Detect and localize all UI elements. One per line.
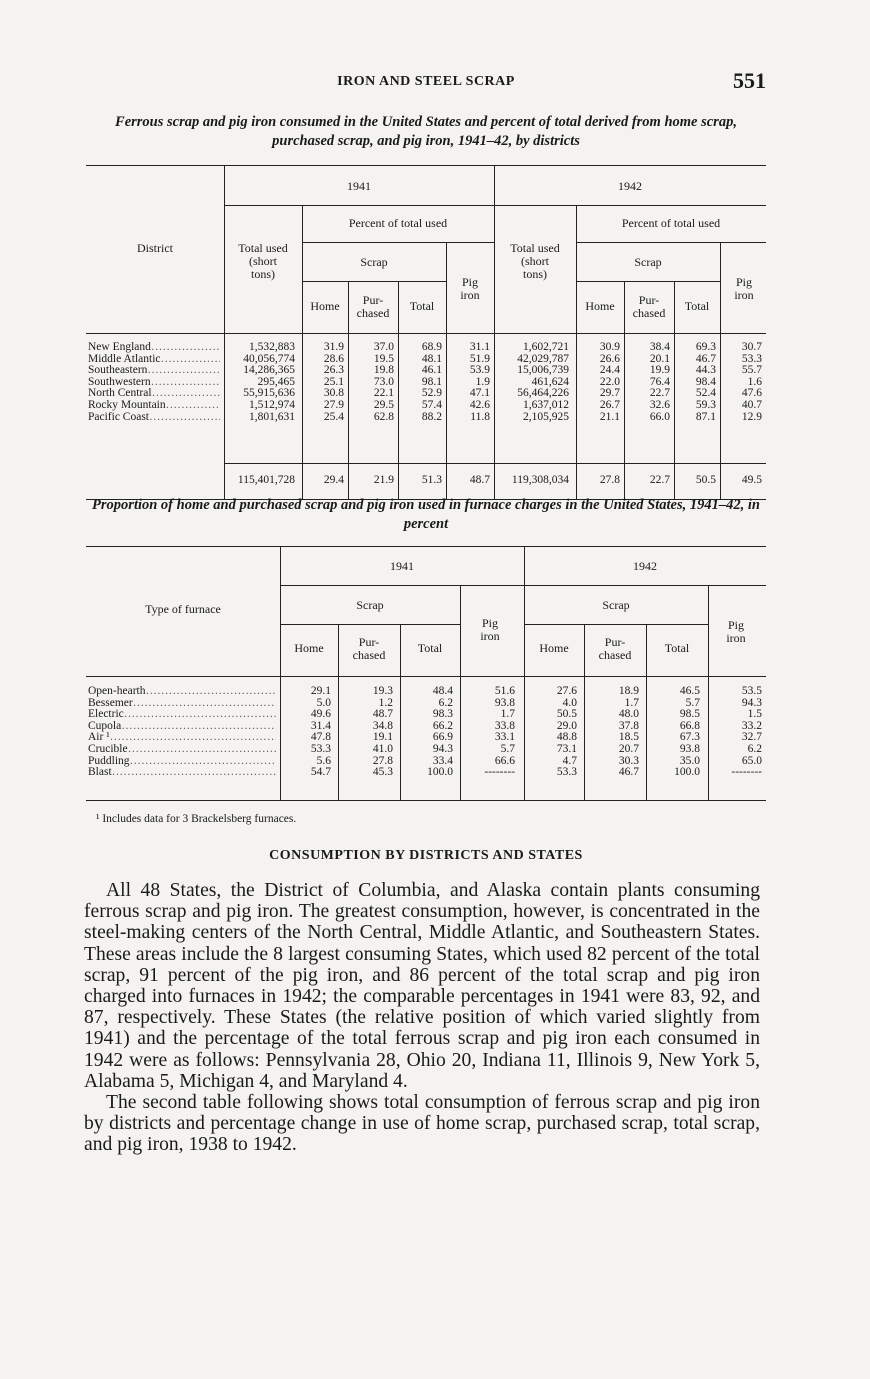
table-cell: 21.1 bbox=[599, 410, 620, 423]
table-cell: 24.4 bbox=[599, 364, 620, 377]
table-cell: 33.1 bbox=[494, 731, 515, 744]
table-cell: 40,056,774 bbox=[243, 352, 295, 365]
district-row-label bbox=[88, 400, 220, 412]
table-cell: 66.2 bbox=[432, 719, 453, 732]
purchased-header: Pur- chased bbox=[598, 635, 632, 662]
table-cell: 29.0 bbox=[556, 719, 577, 732]
table-cell: 19.1 bbox=[372, 731, 393, 744]
table-cell: 33.8 bbox=[494, 719, 515, 732]
pig-iron-header: Pig iron bbox=[726, 618, 746, 645]
table-cell: 98.3 bbox=[432, 708, 453, 721]
table-cell: 27.9 bbox=[323, 399, 344, 411]
purchased-header: Pur- chased bbox=[356, 293, 390, 320]
table-cell: 1.7 bbox=[500, 708, 515, 721]
table-cell: 59.3 bbox=[695, 399, 716, 411]
district-name: New England …………………………………………………………………………………………………… bbox=[88, 342, 220, 354]
district-row-label bbox=[88, 354, 220, 366]
table-cell: 98.4 bbox=[695, 375, 716, 388]
table-cell: 22.0 bbox=[599, 375, 620, 388]
table-cell: 22.7 bbox=[649, 387, 670, 400]
table-cell: 29.1 bbox=[310, 685, 331, 697]
table-cell: 94.3 bbox=[741, 696, 762, 709]
table-cell: 25.1 bbox=[323, 375, 344, 388]
table-cell: 46.7 bbox=[618, 766, 639, 779]
table-cell: 48.4 bbox=[432, 685, 453, 697]
table-cell: 98.5 bbox=[679, 708, 700, 721]
table-cell: 56,464,226 bbox=[517, 387, 569, 400]
district-row-label bbox=[88, 365, 220, 377]
total-cell: 51.3 bbox=[421, 474, 442, 486]
total-header: Total bbox=[684, 299, 710, 313]
table1-scrap-rule-1942 bbox=[576, 281, 720, 282]
year-1942-header: 1942 bbox=[633, 559, 657, 573]
table-cell: 55.7 bbox=[741, 364, 762, 377]
table-cell: 49.6 bbox=[310, 708, 331, 721]
table-cell: 93.8 bbox=[679, 743, 700, 755]
table-cell: 62.8 bbox=[373, 410, 394, 423]
table-cell: 44.3 bbox=[695, 364, 716, 377]
table-cell: 295,465 bbox=[257, 375, 295, 388]
table-cell: 45.3 bbox=[372, 766, 393, 779]
table-cell: 6.2 bbox=[438, 696, 453, 709]
furnace-name: Puddling …………………………………………………………………………………………………… bbox=[88, 756, 276, 768]
percent-of-total-header: Percent of total used bbox=[348, 216, 448, 230]
district-row-label bbox=[88, 412, 220, 424]
table-cell: 66.0 bbox=[649, 410, 670, 423]
home-header: Home bbox=[539, 641, 569, 655]
furnace-name: Bessemer …………………………………………………………………………………………………… bbox=[88, 698, 276, 710]
table-cell: 53.3 bbox=[310, 743, 331, 755]
furnace-row-label bbox=[88, 721, 276, 733]
table1-pct-rule-1942 bbox=[576, 242, 766, 243]
table-cell: 48.0 bbox=[618, 708, 639, 721]
table-cell: 67.3 bbox=[679, 731, 700, 744]
table-cell: 42,029,787 bbox=[517, 352, 569, 365]
district-name: Southeastern …………………………………………………………………………………………………… bbox=[88, 365, 220, 377]
table-cell: 98.1 bbox=[421, 375, 442, 388]
table-cell: 93.8 bbox=[494, 696, 515, 709]
scrap-header: Scrap bbox=[360, 255, 388, 269]
table-cell: 68.9 bbox=[421, 341, 442, 353]
table1-total-rule bbox=[224, 463, 766, 464]
table-cell: 66.9 bbox=[432, 731, 453, 744]
furnace-row-label bbox=[88, 709, 276, 721]
table-cell: 5.7 bbox=[500, 743, 515, 755]
table2-footnote: ¹ Includes data for 3 Brackelsberg furnaces. bbox=[96, 813, 297, 825]
table-cell: 12.9 bbox=[741, 410, 762, 423]
table-cell: 1,512,974 bbox=[249, 399, 295, 411]
table-cell: 73.0 bbox=[373, 375, 394, 388]
table-cell: 100.0 bbox=[674, 766, 700, 779]
table-cell: 27.6 bbox=[556, 685, 577, 697]
purchased-header: Pur- chased bbox=[632, 293, 666, 320]
table-cell: 34.8 bbox=[372, 719, 393, 732]
district-header: District bbox=[137, 241, 173, 255]
table-cell: 48.1 bbox=[421, 352, 442, 365]
scrap-header: Scrap bbox=[356, 598, 384, 612]
total-cell: 21.9 bbox=[373, 474, 394, 486]
table-cell: 22.1 bbox=[373, 387, 394, 400]
table-cell: 88.2 bbox=[421, 410, 442, 423]
table-cell: 28.6 bbox=[323, 352, 344, 365]
table1-year-rule bbox=[224, 205, 766, 206]
table-cell: 53.5 bbox=[741, 685, 762, 697]
table-cell: 32.7 bbox=[741, 731, 762, 744]
table-cell: 1.9 bbox=[475, 375, 490, 388]
total-cell: 29.4 bbox=[323, 474, 344, 486]
table-cell: 18.9 bbox=[618, 685, 639, 697]
table-cell: 54.7 bbox=[310, 766, 331, 779]
table-cell: 40.7 bbox=[741, 399, 762, 411]
table-cell: 48.8 bbox=[556, 731, 577, 744]
scrap-header: Scrap bbox=[634, 255, 662, 269]
total-header: Total bbox=[664, 641, 690, 655]
table-cell: 15,006,739 bbox=[517, 364, 569, 377]
table-cell: 37.8 bbox=[618, 719, 639, 732]
table-cell: 1,637,012 bbox=[523, 399, 569, 411]
pig-iron-header: Pig iron bbox=[734, 275, 754, 302]
furnace-name: Air ¹ …………………………………………………………………………………………………… bbox=[88, 732, 276, 744]
table-cell: 30.3 bbox=[618, 754, 639, 767]
table-cell: 4.0 bbox=[562, 696, 577, 709]
table-cell: 19.3 bbox=[372, 685, 393, 697]
table-cell: 47.8 bbox=[310, 731, 331, 744]
table-cell: 19.5 bbox=[373, 352, 394, 365]
paragraph: All 48 States, the District of Columbia, and Alaska contain plants consuming ferrous scrap and pig iron. The greatest consumption, however, is concentrated in the steel-making centers of the North Central, Middle Atlantic, and Southeastern States. These areas include the 8 largest consuming States, which used 82 percent of the total scrap, 91 percent of the pig iron, and 86 percent of the total scrap and pig iron charged into furnaces in 1942; the comparable percentages in 1941 were 83, 92, and 87, respectively. These States (the relative position of which varied slightly from 1941) and the percentage of the total ferrous scrap and pig iron each consumed in 1942 were as follows: Pennsylvania 28, Ohio 20, Indiana 11, Illinois 9, New York 5, Alabama 5, Michigan 4, and Maryland 4. bbox=[84, 880, 760, 1092]
table1-vrule bbox=[494, 165, 495, 499]
table-cell: 1.6 bbox=[747, 375, 762, 388]
type-of-furnace-header: Type of furnace bbox=[145, 602, 221, 616]
table-cell: 69.3 bbox=[695, 341, 716, 353]
furnace-row-label bbox=[88, 732, 276, 744]
table-cell: 46.7 bbox=[695, 352, 716, 365]
body-text bbox=[84, 880, 760, 1156]
table-cell: 35.0 bbox=[679, 754, 700, 767]
table-cell: 30.9 bbox=[599, 341, 620, 353]
district-row-label bbox=[88, 388, 220, 400]
table-cell: 11.8 bbox=[470, 410, 490, 423]
section-heading: CONSUMPTION BY DISTRICTS AND STATES bbox=[269, 848, 583, 863]
district-name: Middle Atlantic …………………………………………………………………………………………………… bbox=[88, 354, 220, 366]
district-row-label bbox=[88, 377, 220, 389]
table-cell: 53.3 bbox=[556, 766, 577, 779]
table-cell: 55,915,636 bbox=[243, 387, 295, 400]
table-cell: 26.6 bbox=[599, 352, 620, 365]
table-cell: 25.4 bbox=[323, 410, 344, 423]
table-cell: 66.6 bbox=[494, 754, 515, 767]
table-cell: 42.6 bbox=[469, 399, 490, 411]
table2-bottom-rule bbox=[86, 800, 766, 801]
table1-vrule bbox=[224, 165, 225, 499]
table-cell: 46.1 bbox=[421, 364, 442, 377]
running-title: IRON AND STEEL SCRAP bbox=[337, 74, 515, 89]
paragraph: The second table following shows total consumption of ferrous scrap and pig iron by districts and percentage change in use of home scrap, purchased scrap, total scrap, and pig iron, 1938 to 1942. bbox=[84, 1092, 760, 1156]
table-cell: 1.7 bbox=[624, 696, 639, 709]
district-name: Rocky Mountain …………………………………………………………………………………………………… bbox=[88, 400, 220, 412]
total-cell: 49.5 bbox=[741, 474, 762, 486]
year-1942-header: 1942 bbox=[618, 179, 642, 193]
running-head bbox=[86, 68, 766, 98]
table-cell: 5.0 bbox=[316, 696, 331, 709]
total-cell: 48.7 bbox=[469, 474, 490, 486]
total-header: Total bbox=[409, 299, 435, 313]
total-used-header: Total used (short tons) bbox=[510, 241, 560, 281]
total-cell: 27.8 bbox=[599, 474, 620, 486]
total-cell: 119,308,034 bbox=[511, 474, 569, 486]
table1-scrap-rule-1941 bbox=[302, 281, 446, 282]
table-cell: 33.4 bbox=[432, 754, 453, 767]
table-cell: 33.2 bbox=[741, 719, 762, 732]
home-header: Home bbox=[585, 299, 615, 313]
table-cell: 4.7 bbox=[562, 754, 577, 767]
table-cell: 100.0 bbox=[427, 766, 453, 779]
table-cell: 26.3 bbox=[323, 364, 344, 377]
year-1941-header: 1941 bbox=[390, 559, 414, 573]
furnace-name: Crucible …………………………………………………………………………………………………… bbox=[88, 744, 276, 756]
furnace-row-label bbox=[88, 744, 276, 756]
table-cell: 31.1 bbox=[469, 341, 490, 353]
table-cell: 14,286,365 bbox=[243, 364, 295, 377]
scrap-header: Scrap bbox=[602, 598, 630, 612]
table-cell: 1,532,883 bbox=[249, 341, 295, 353]
table-cell: 48.7 bbox=[372, 708, 393, 721]
table-cell: 53.3 bbox=[741, 352, 762, 365]
total-cell: 22.7 bbox=[649, 474, 670, 486]
table-cell: 52.4 bbox=[695, 387, 716, 400]
year-1941-header: 1941 bbox=[347, 179, 371, 193]
table-cell: 30.7 bbox=[741, 341, 762, 353]
table-cell: 2,105,925 bbox=[523, 410, 569, 423]
furnace-row-label bbox=[88, 756, 276, 768]
furnace-row-label bbox=[88, 686, 276, 698]
table-cell: 27.8 bbox=[372, 754, 393, 767]
furnace-name: Blast …………………………………………………………………………………………………… bbox=[88, 767, 276, 779]
pig-iron-header: Pig iron bbox=[480, 616, 500, 643]
table-cell: 46.5 bbox=[679, 685, 700, 697]
purchased-header: Pur- chased bbox=[352, 635, 386, 662]
table-cell: 19.9 bbox=[649, 364, 670, 377]
table-cell: 20.7 bbox=[618, 743, 639, 755]
table-cell: 76.4 bbox=[649, 375, 670, 388]
table-cell: 51.6 bbox=[494, 685, 515, 697]
table-cell: 5.6 bbox=[316, 754, 331, 767]
table-cell: 29.7 bbox=[599, 387, 620, 400]
table-cell: 19.8 bbox=[373, 364, 394, 377]
table-cell: 52.9 bbox=[421, 387, 442, 400]
total-cell: 50.5 bbox=[695, 474, 716, 486]
percent-of-total-header: Percent of total used bbox=[621, 216, 721, 230]
home-header: Home bbox=[310, 299, 340, 313]
furnace-name: Open-hearth …………………………………………………………………………………………………… bbox=[88, 686, 276, 698]
page-number: 551 bbox=[733, 68, 766, 93]
table-cell: 65.0 bbox=[741, 754, 762, 767]
table-cell: 50.5 bbox=[556, 708, 577, 721]
table-cell: 87.1 bbox=[695, 410, 716, 423]
table-cell: 94.3 bbox=[432, 743, 453, 755]
furnace-row-label bbox=[88, 698, 276, 710]
table-cell: 1,801,631 bbox=[249, 410, 295, 423]
total-used-header: Total used (short tons) bbox=[238, 241, 288, 281]
table-cell: -------- bbox=[484, 766, 515, 779]
table-cell: 47.6 bbox=[741, 387, 762, 400]
district-name: North Central …………………………………………………………………………………………………… bbox=[88, 388, 220, 400]
table1-header-bottom-rule bbox=[86, 333, 766, 334]
table-cell: 20.1 bbox=[649, 352, 670, 365]
home-header: Home bbox=[294, 641, 324, 655]
table-cell: 37.0 bbox=[373, 341, 394, 353]
furnace-name: Electric …………………………………………………………………………………………………… bbox=[88, 709, 276, 721]
table2-scrap-rule-1942 bbox=[524, 624, 708, 625]
table2-caption: Proportion of home and purchased scrap and pig iron used in furnace charges in the United States, 1941–42, in percent bbox=[92, 497, 760, 532]
table-cell: 5.7 bbox=[685, 696, 700, 709]
table1-pct-rule-1941 bbox=[302, 242, 494, 243]
table2-year-rule bbox=[280, 585, 766, 586]
table-cell: 41.0 bbox=[372, 743, 393, 755]
table-cell: 32.6 bbox=[649, 399, 670, 411]
table-cell: 1.5 bbox=[747, 708, 762, 721]
district-row-label bbox=[88, 342, 220, 354]
total-header: Total bbox=[417, 641, 443, 655]
table-cell: 26.7 bbox=[599, 399, 620, 411]
table-cell: 73.1 bbox=[556, 743, 577, 755]
table-cell: 31.9 bbox=[323, 341, 344, 353]
table-cell: 29.5 bbox=[373, 399, 394, 411]
table-cell: 66.8 bbox=[679, 719, 700, 732]
table-cell: 47.1 bbox=[469, 387, 490, 400]
table-cell: 1,602,721 bbox=[523, 341, 569, 353]
table2-header-bottom-rule bbox=[86, 676, 766, 677]
table2-top-rule bbox=[86, 546, 766, 547]
furnace-name: Cupola …………………………………………………………………………………………………… bbox=[88, 721, 276, 733]
furnace-row-label bbox=[88, 767, 276, 779]
table-cell: 38.4 bbox=[649, 341, 670, 353]
table-cell: 31.4 bbox=[310, 719, 331, 732]
table-cell: 53.9 bbox=[469, 364, 490, 377]
table-cell: -------- bbox=[731, 766, 762, 779]
table-cell: 461,624 bbox=[531, 375, 569, 388]
table-cell: 6.2 bbox=[747, 743, 762, 755]
district-name: Southwestern …………………………………………………………………………………………………… bbox=[88, 377, 220, 389]
table-cell: 51.9 bbox=[469, 352, 490, 365]
table1-caption: Ferrous scrap and pig iron consumed in the United States and percent of total derived from home scrap, purchased scrap, and pig iron, 1941–42, by districts bbox=[115, 114, 737, 149]
pig-iron-header: Pig iron bbox=[460, 275, 480, 302]
table-cell: 30.8 bbox=[323, 387, 344, 400]
total-cell: 115,401,728 bbox=[237, 474, 295, 486]
district-name: Pacific Coast …………………………………………………………………………………………………… bbox=[88, 412, 220, 424]
table-cell: 18.5 bbox=[618, 731, 639, 744]
table-cell: 57.4 bbox=[421, 399, 442, 411]
table2-scrap-rule-1941 bbox=[280, 624, 460, 625]
table-cell: 1.2 bbox=[378, 696, 393, 709]
table1-top-rule bbox=[86, 165, 766, 166]
